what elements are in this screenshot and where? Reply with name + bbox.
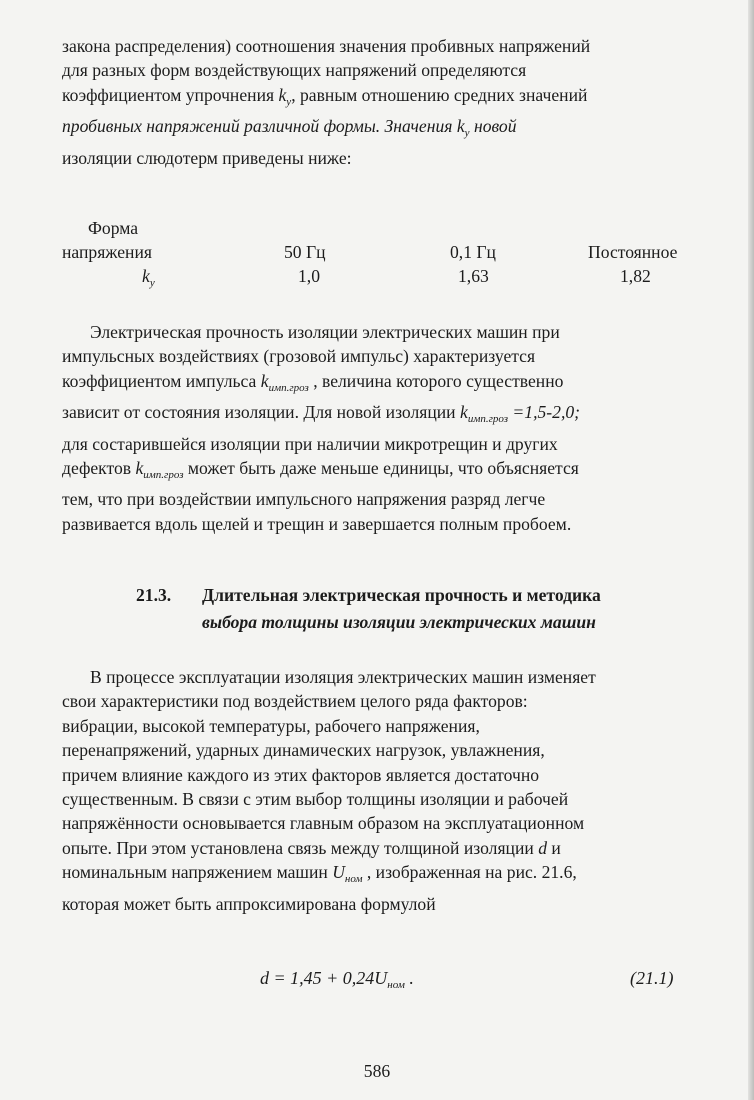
paragraph-2 (62, 320, 698, 536)
d-symbol: d (538, 837, 547, 858)
kimp-symbol-3: k (135, 458, 144, 479)
formula-expression: $d = 1,45 + 0,24U_{ном}$ . (260, 968, 414, 991)
para3-line3: вибрации, высокой температуры, рабочего напряжения, (62, 715, 480, 736)
table-row-ky (62, 266, 702, 290)
para2-line8: развивается вдоль щелей и трещин и завершается полным пробоем. (62, 513, 572, 534)
table-header-form: Форма (88, 218, 139, 238)
page-number: 586 (363, 1061, 391, 1081)
kimp-symbol-2: k (460, 402, 468, 423)
para1-line5: изоляции слюдотерм приведены ниже: (62, 147, 352, 168)
table-row-label: $k_у$ (142, 266, 155, 289)
u-subscript: ном (344, 873, 363, 886)
kimp-subscript-2: имп.гроз (467, 413, 509, 426)
section-title-line2: выбора толщины изоляции электрических машин (202, 612, 596, 632)
para3-line8a: опыте. При этом установлена связь между толщиной изоляции (62, 837, 539, 858)
para2-line5: для состарившейся изоляции при наличии микротрещин и других (62, 433, 558, 454)
table-col-50hz: 50 Гц (284, 242, 326, 262)
ky-symbol-2: k (456, 116, 465, 137)
kimp-subscript: имп.гроз (268, 381, 309, 394)
table-header-voltage: напряжения (62, 242, 152, 262)
para1-line3a: коэффициентом упрочнения (62, 84, 279, 105)
para3-line9a: номинальным напряжением машин (62, 862, 333, 883)
para3-line6: существенным. В связи с этим выбор толщины изоляции и рабочей (62, 789, 569, 810)
table-col-dc: Постоянное (588, 242, 678, 262)
para3-line10: которая может быть аппроксимирована формулой (62, 893, 436, 914)
para1-line4-values: Значения (380, 116, 457, 137)
para2-line1: Электрическая прочность изоляции электрических машин при (90, 322, 560, 342)
para3-line9b: , изображенная на рис. 21.6, (362, 862, 577, 883)
ky-subscript: у (286, 95, 292, 108)
para2-line3a: коэффициентом импульса (62, 370, 261, 391)
para1-line1: закона распределения) соотношения значения пробивных напряжений (62, 36, 591, 56)
para3-line4: перенапряжений, ударных динамических нагрузок, увлажнения, (62, 740, 545, 761)
kimp-symbol: k (260, 370, 269, 391)
ky-subscript-2: у (464, 127, 470, 140)
section-number: 21.3. (136, 585, 172, 605)
table-value-01hz: 1,63 (458, 266, 489, 286)
formula-number: (21.1) (630, 968, 674, 988)
table-col-01hz: 0,1 Гц (450, 242, 496, 262)
para1-line2: для разных форм воздействующих напряжений определяются (62, 60, 527, 81)
section-title-line1: Длительная электрическая прочность и методика (202, 585, 601, 605)
para2-line4a: зависит от состояния изоляции. Для новой изоляции (62, 402, 460, 423)
table-value-50hz: 1,0 (298, 266, 320, 286)
para3-line5: причем влияние каждого из этих факторов является достаточно (62, 764, 540, 785)
ky-symbol: k (278, 84, 287, 105)
para3-line2: свои характеристики под воздействием целого ряда факторов: (62, 691, 528, 712)
paragraph-3 (62, 665, 698, 916)
para3-line7: напряжённости основывается главным образом на эксплуатационном (62, 813, 585, 834)
table-header-row-1 (62, 218, 702, 242)
para2-line7: тем, что при воздействии импульсного напряжения разряд легче (62, 489, 546, 510)
para1-line3b: , равным отношению средних значений (291, 84, 588, 105)
para1-line4-end: новой (469, 116, 517, 137)
para2-line3b: , величина которого существенно (308, 370, 564, 391)
page-edge-shadow (748, 0, 754, 1100)
table-value-dc: 1,82 (620, 266, 651, 286)
para1-line4-italic: пробивных напряжений различной формы. (62, 116, 381, 137)
para2-line6a: дефектов (62, 458, 136, 479)
para2-line4b: =1,5-2,0; (508, 402, 581, 423)
para2-line6b: может быть даже меньше единицы, что объясняется (183, 458, 579, 479)
u-symbol: U (332, 862, 345, 883)
para3-line1: В процессе эксплуатации изоляция электрических машин изменяет (90, 667, 596, 687)
para2-line2: импульсных воздействиях (грозовой импульс) характеризуется (62, 346, 536, 367)
formula-21-1 (0, 968, 754, 998)
kimp-subscript-3: имп.гроз (143, 469, 184, 482)
table-header-row-2 (62, 242, 702, 266)
paragraph-1 (62, 34, 698, 170)
para3-line8b: и (547, 837, 561, 858)
